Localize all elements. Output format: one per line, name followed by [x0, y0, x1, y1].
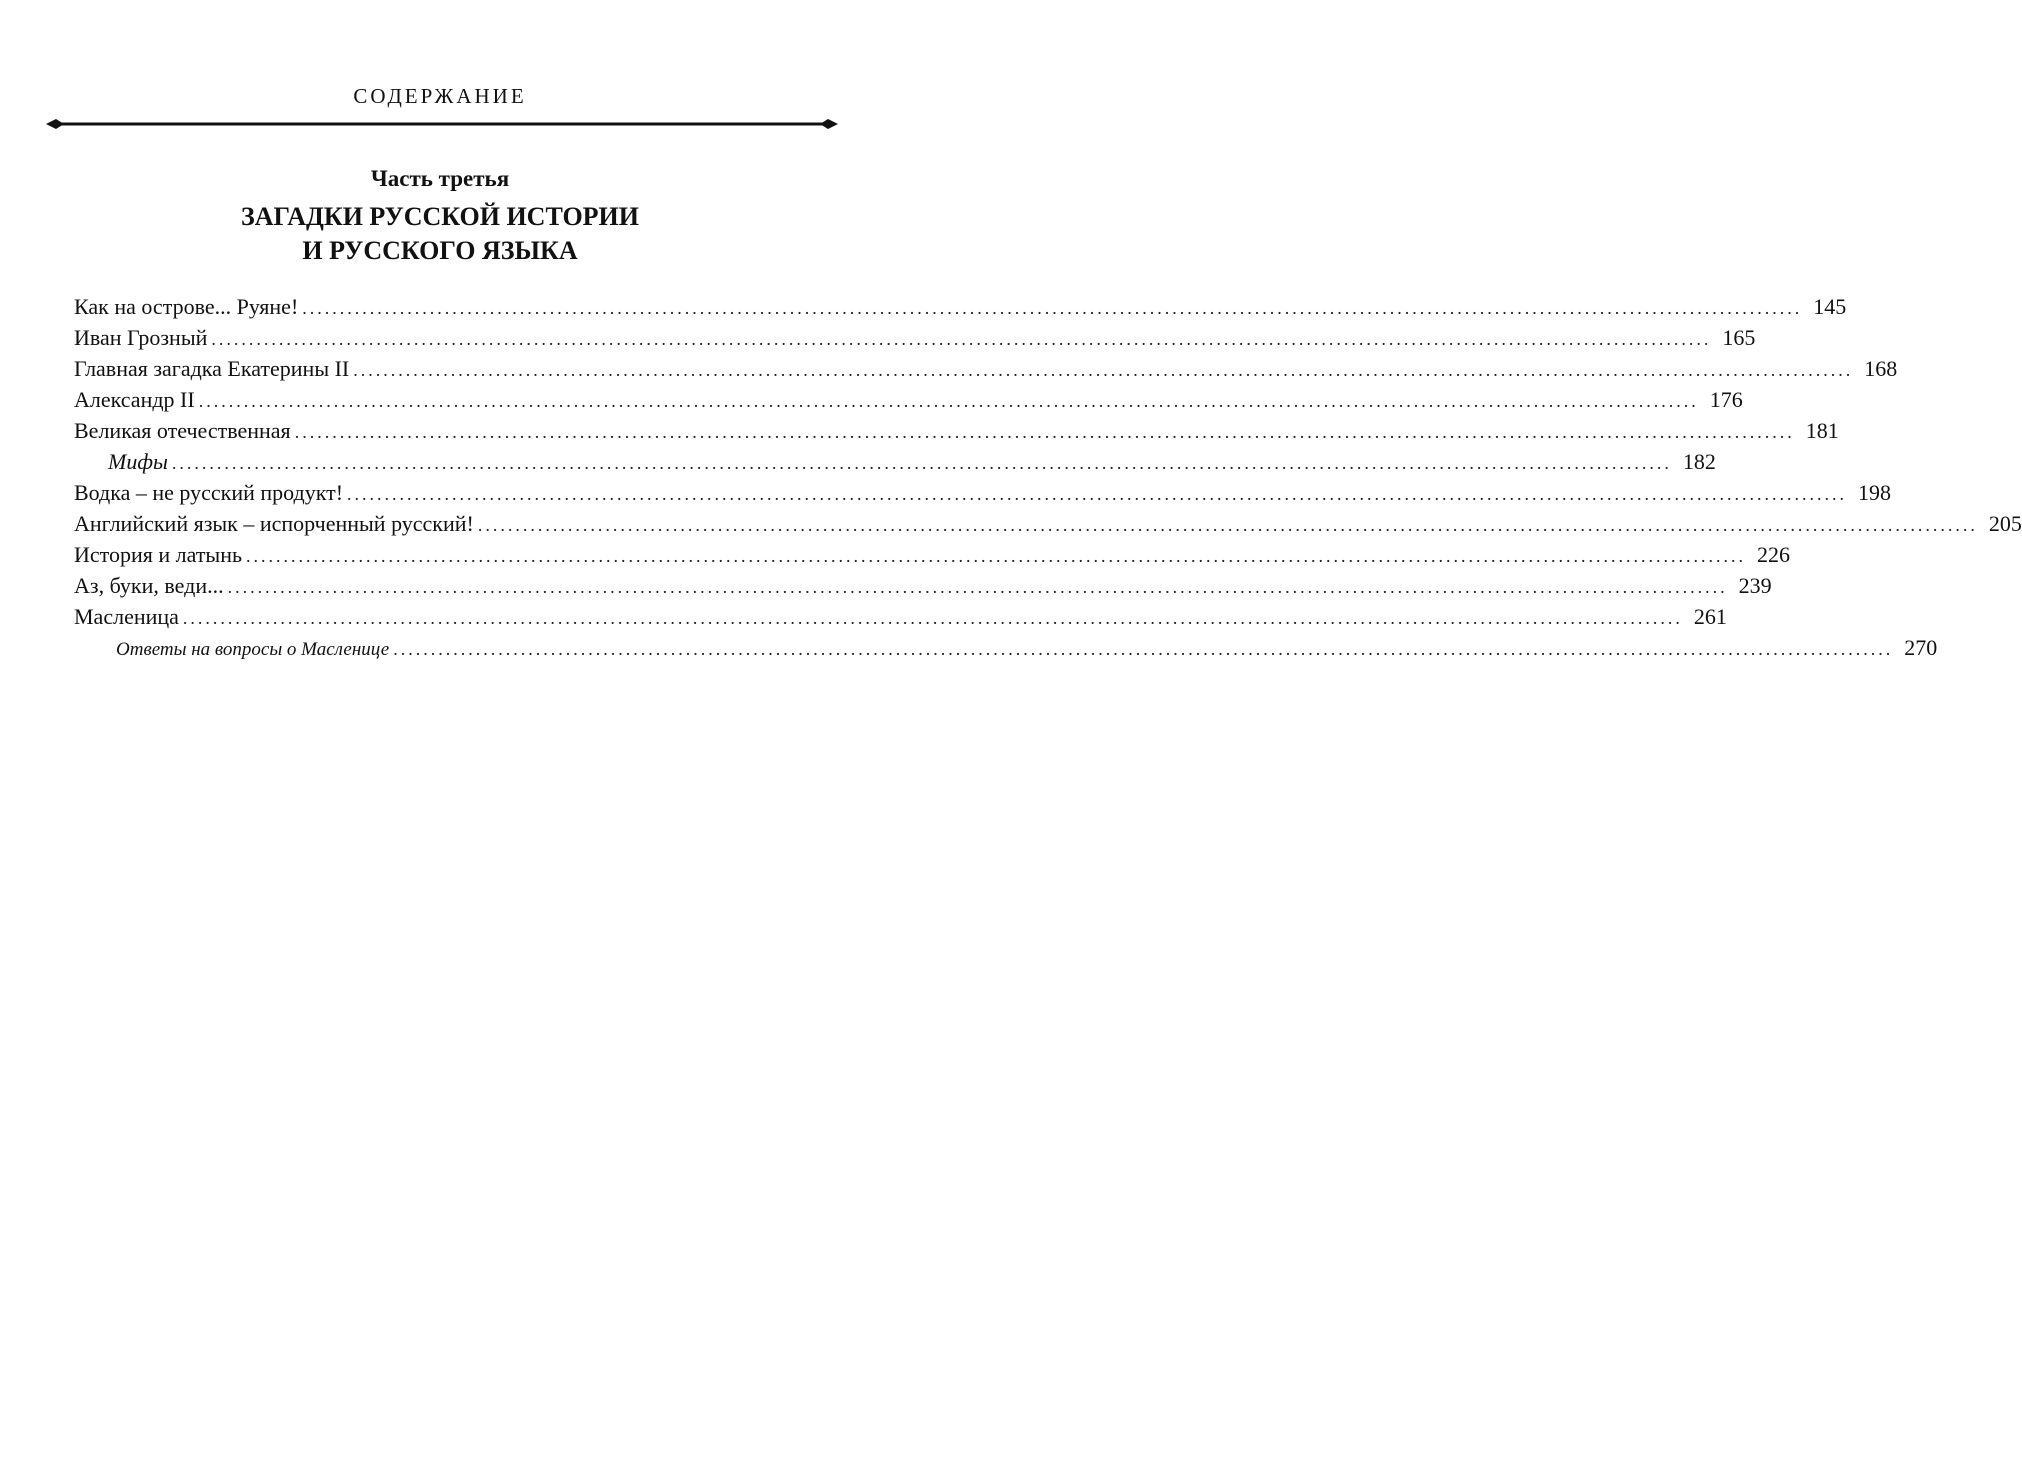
- toc-entry-title: Главная загадка Екатерины II: [74, 356, 350, 381]
- toc-entry-page: 182: [1682, 449, 1716, 474]
- toc-entry-title: Александр II: [74, 387, 195, 412]
- toc-entry-page: 270: [1904, 635, 1938, 660]
- toc-entry: [74, 477, 1892, 508]
- toc-entry-page: 168: [1864, 356, 1898, 381]
- toc-entry: [74, 446, 1716, 477]
- table-of-contents: [74, 291, 2022, 663]
- toc-entry-page: 261: [1693, 604, 1727, 629]
- toc-dot-leader: ........................................................................................................................................................................................................: [347, 484, 1848, 504]
- toc-dot-leader: ........................................................................................................................................................................................................: [477, 515, 1978, 535]
- toc-dot-leader: ........................................................................................................................................................................................................: [246, 546, 1747, 566]
- toc-dot-leader: ........................................................................................................................................................................................................: [171, 453, 1672, 473]
- toc-dot-leader: ........................................................................................................................................................................................................: [302, 298, 1803, 318]
- toc-entry-page: 145: [1813, 294, 1847, 319]
- toc-entry: [74, 291, 1847, 322]
- toc-entry-page: 205: [1988, 511, 2022, 536]
- toc-entry-title: Мифы: [108, 449, 168, 474]
- toc-entry-page: 176: [1709, 387, 1743, 412]
- toc-dot-leader: ........................................................................................................................................................................................................: [182, 608, 1683, 628]
- toc-entry-title: Великая отечественная: [74, 418, 291, 443]
- part-title-line-1: ЗАГАДКИ РУССКОЙ ИСТОРИИ: [240, 202, 640, 231]
- toc-entry: [74, 539, 1791, 570]
- toc-entry: [74, 570, 1772, 601]
- toc-dot-leader: ........................................................................................................................................................................................................: [227, 577, 1728, 597]
- toc-entry-title: Масленица: [74, 604, 179, 629]
- toc-entry: [74, 632, 1938, 663]
- toc-entry: [74, 322, 1756, 353]
- toc-entry-title: Водка – не русский продукт!: [74, 480, 344, 505]
- toc-entry-page: 198: [1858, 480, 1892, 505]
- toc-dot-leader: ........................................................................................................................................................................................................: [211, 329, 1712, 349]
- toc-entry: [74, 384, 1743, 415]
- toc-entry-page: 226: [1757, 542, 1791, 567]
- part-title-line-2: И РУССКОГО ЯЗЫКА: [302, 236, 578, 265]
- toc-entry: [74, 601, 1727, 632]
- toc-dot-leader: ........................................................................................................................................................................................................: [294, 422, 1795, 442]
- toc-entry: [74, 508, 2022, 539]
- toc-entry-title: Иван Грозный: [74, 325, 208, 350]
- toc-entry-title: Английский язык – испорченный русский!: [74, 511, 474, 536]
- toc-entry-page: 165: [1722, 325, 1756, 350]
- toc-dot-leader: ........................................................................................................................................................................................................: [198, 391, 1699, 411]
- part-label: Часть третья: [370, 166, 510, 191]
- toc-entry-title: Ответы на вопросы о Масленице: [116, 639, 390, 660]
- toc-entry-page: 181: [1805, 418, 1839, 443]
- ornamental-rule: [46, 116, 838, 132]
- toc-entry-title: Аз, буки, веди...: [74, 573, 224, 598]
- toc-entry-page: 239: [1738, 573, 1772, 598]
- running-head: СОДЕРЖАНИЕ: [353, 84, 527, 108]
- toc-entry-title: История и латынь: [74, 542, 243, 567]
- part-title: [0, 200, 880, 268]
- toc-dot-leader: ........................................................................................................................................................................................................: [393, 639, 1894, 659]
- toc-entry: [74, 353, 1898, 384]
- toc-entry: [74, 415, 1839, 446]
- toc-entry-title: Как на острове... Руяне!: [74, 294, 299, 319]
- toc-dot-leader: ........................................................................................................................................................................................................: [353, 360, 1854, 380]
